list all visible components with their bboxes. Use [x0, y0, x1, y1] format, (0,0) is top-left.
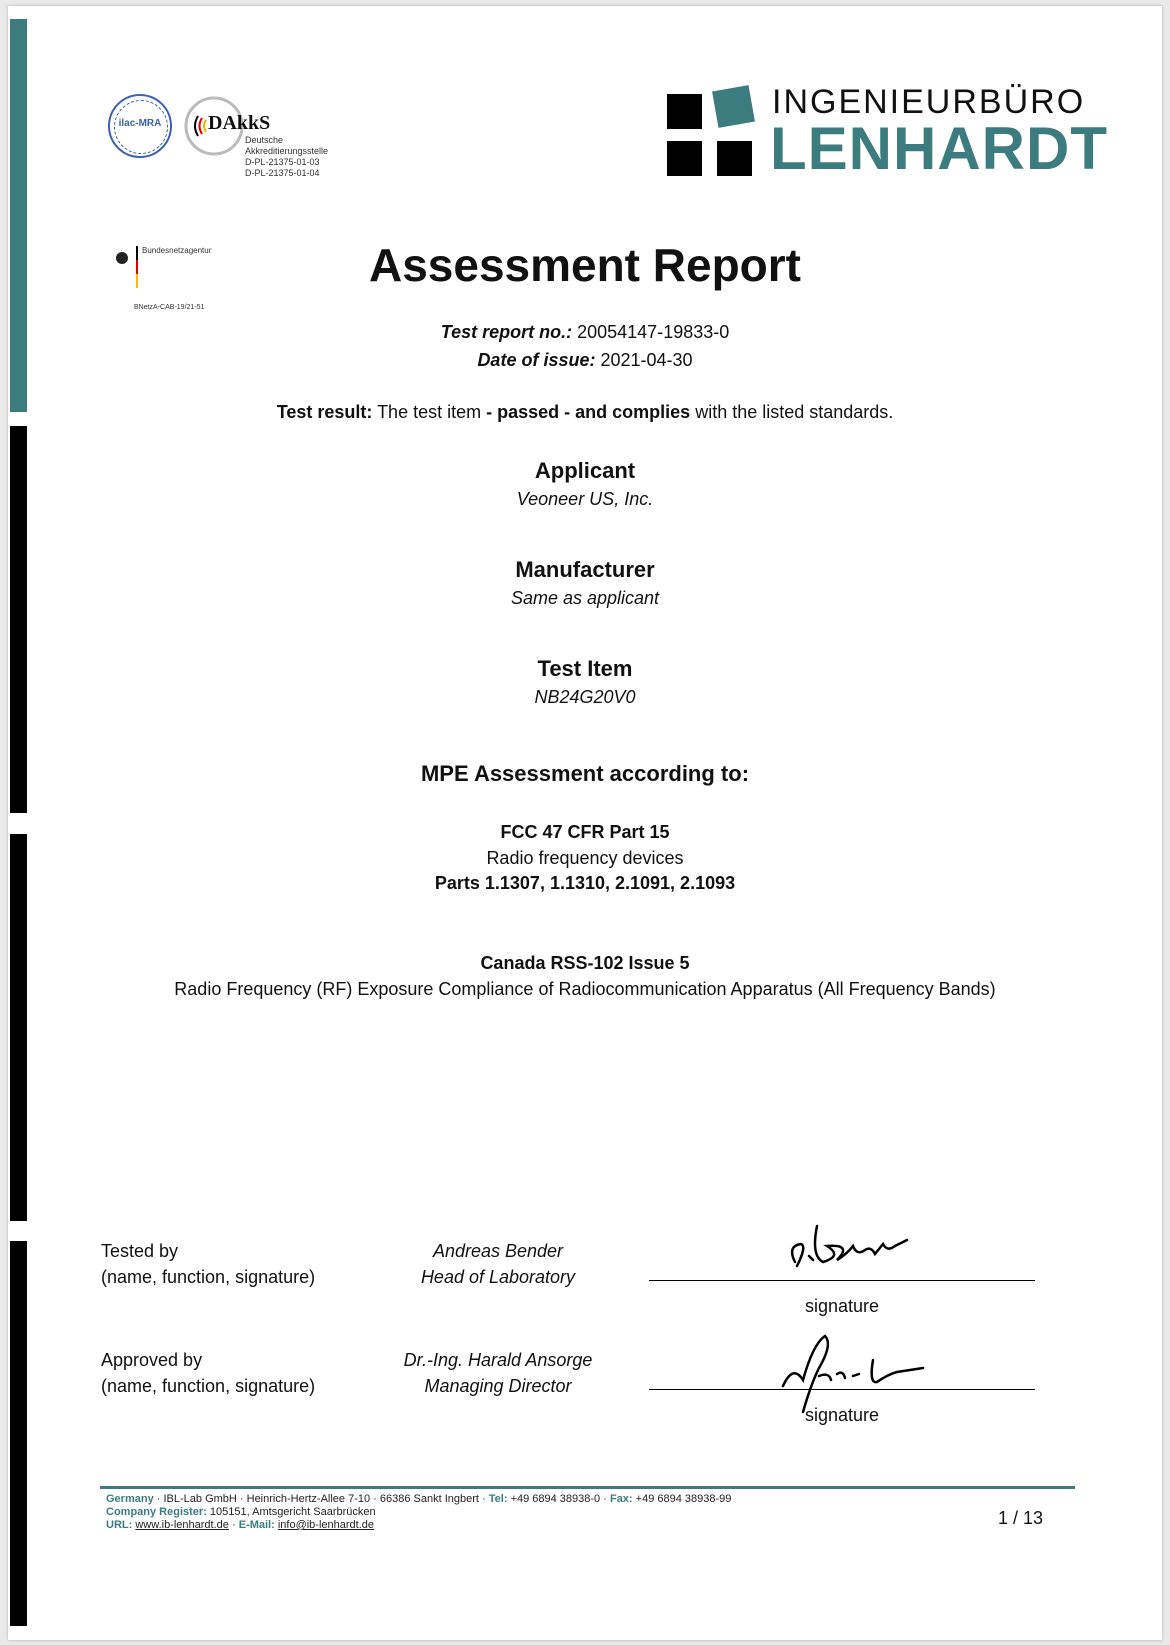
approved-name: Dr.-Ing. Harald Ansorge — [403, 1350, 593, 1370]
fcc-parts: Parts 1.1307, 1.1310, 2.1091, 2.1093 — [434, 873, 736, 893]
footer-url-label: URL: — [106, 1519, 133, 1531]
tested-by-label — [101, 1238, 315, 1290]
footer-url-link[interactable]: www.ib-lenhardt.de — [135, 1519, 229, 1531]
ilac-mra-logo — [108, 94, 172, 158]
approved-by-label — [101, 1347, 315, 1399]
footer-country: Germany — [106, 1493, 154, 1505]
tested-by-person — [368, 1238, 628, 1290]
left-black-bar-1 — [10, 426, 27, 813]
dakks-id1: D-PL-21375-01-03 — [245, 157, 320, 167]
dakks-line1: Deutsche — [245, 135, 284, 145]
date-value: 2021-04-30 — [600, 350, 693, 370]
tested-label2: (name, function, signature) — [101, 1267, 316, 1287]
canada-subtitle: Radio Frequency (RF) Exposure Compliance of Radiocommunication Apparatus (All Frequency Bands) — [174, 979, 996, 999]
result-label: Test result: — [276, 402, 373, 422]
footer-tel: +49 6894 38938-0 · — [510, 1493, 607, 1505]
approved-label2: (name, function, signature) — [101, 1376, 316, 1396]
test-result — [8, 402, 1162, 423]
approved-signature-line — [649, 1389, 1035, 1390]
company-logo — [667, 83, 1108, 183]
tested-name: Andreas Bender — [432, 1241, 564, 1261]
footer-fax-label: Fax: — [609, 1493, 633, 1505]
manufacturer-heading: Manufacturer — [515, 557, 655, 582]
tested-role: Head of Laboratory — [420, 1267, 576, 1287]
fcc-subtitle: Radio frequency devices — [486, 848, 684, 868]
footer-tel-label: Tel: — [488, 1493, 508, 1505]
footer-address: · IBL-Lab GmbH · Heinrich-Hertz-Allee 7-10 · 66386 Sankt Ingbert · — [156, 1493, 486, 1505]
tested-signature-icon — [783, 1216, 943, 1276]
footer-register-label: Company Register: — [106, 1506, 207, 1518]
approved-by-person — [368, 1347, 628, 1399]
logo-square-teal — [712, 85, 755, 128]
mpe-heading: MPE Assessment according to: — [420, 761, 750, 786]
footer-line3 — [106, 1519, 731, 1532]
footer-line1 — [106, 1493, 731, 1506]
manufacturer-value: Same as applicant — [510, 588, 660, 608]
dakks-line2: Akkreditierungsstelle — [245, 146, 329, 156]
bnetza-id: BNetzA-CAB-19/21-51 — [134, 304, 205, 311]
result-bold: - passed - and complies — [486, 402, 691, 422]
left-black-bar-3 — [10, 1241, 27, 1626]
result-text2: with the listed standards. — [695, 402, 894, 422]
footer-fax: +49 6894 38938-99 — [635, 1493, 732, 1505]
tested-label1: Tested by — [101, 1241, 179, 1261]
company-name-line1: INGENIEURBÜRO — [772, 83, 1086, 121]
fcc-title: FCC 47 CFR Part 15 — [500, 822, 670, 842]
test-item-heading: Test Item — [537, 656, 633, 681]
approved-signature-icon — [773, 1324, 963, 1414]
dakks-name: DAkkS — [208, 112, 271, 134]
logo-square-tl — [667, 94, 702, 129]
company-name-line2: LENHARDT — [770, 115, 1108, 182]
footer-register: 105151, Amtsgericht Saarbrücken — [209, 1506, 376, 1518]
ilac-logo-text: ilac-MRA — [118, 118, 162, 129]
applicant-heading: Applicant — [534, 458, 636, 483]
report-no-label: Test report no.: — [440, 322, 573, 342]
approved-role: Managing Director — [424, 1376, 572, 1396]
date-label: Date of issue: — [477, 350, 596, 370]
dakks-details — [245, 135, 328, 179]
date-of-issue — [8, 350, 1162, 371]
logo-square-br — [717, 141, 752, 176]
approved-signature-label: signature — [804, 1405, 880, 1425]
bnetza-name: Bundesnetzagentur — [142, 246, 212, 255]
applicant-value: Veoneer US, Inc. — [516, 489, 654, 509]
tested-signature-label: signature — [804, 1296, 880, 1316]
footer-rule — [100, 1486, 1075, 1489]
footer-line2 — [106, 1506, 731, 1519]
canada-title: Canada RSS-102 Issue 5 — [480, 953, 690, 973]
test-item-value: NB24G20V0 — [534, 687, 636, 707]
report-number — [8, 322, 1162, 343]
tested-signature-line — [649, 1280, 1035, 1281]
footer-email-sep: · — [231, 1519, 236, 1531]
document-page — [8, 6, 1162, 1640]
footer-text — [106, 1493, 731, 1532]
footer-email-label: E-Mail: — [238, 1519, 275, 1531]
logo-square-bl — [667, 141, 702, 176]
page-title: Assessment Report — [368, 239, 802, 291]
page-number: 1 / 13 — [998, 1508, 1044, 1528]
result-text1: The test item — [377, 402, 482, 422]
approved-label1: Approved by — [101, 1350, 203, 1370]
dakks-id2: D-PL-21375-01-04 — [245, 168, 320, 178]
footer-email-link[interactable]: info@ib-lenhardt.de — [277, 1519, 374, 1531]
report-no-value: 20054147-19833-0 — [577, 322, 730, 342]
